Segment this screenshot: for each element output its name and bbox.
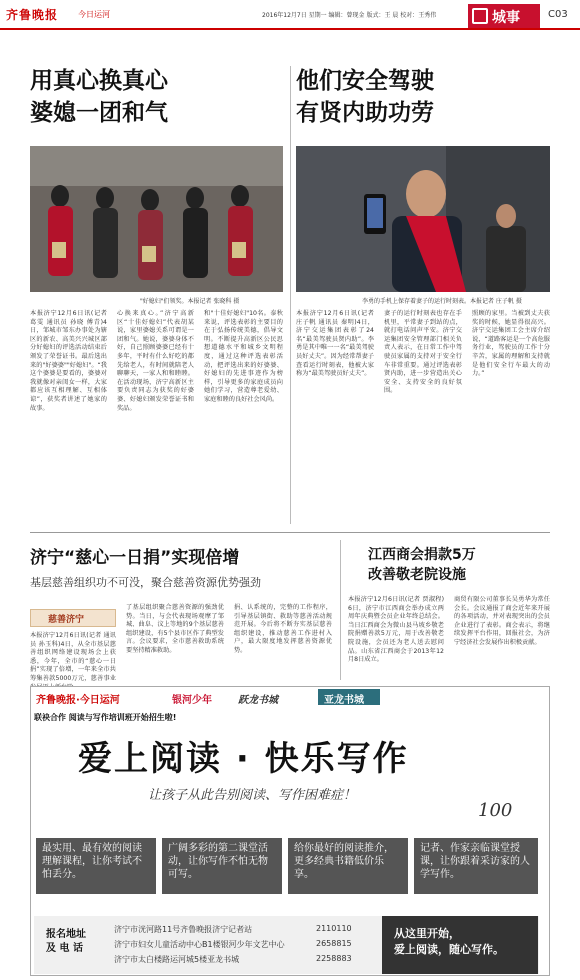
story2-column-2: 妻子的运行时刻表也存在手机里，平常妻子到站的点，就打电话问声平安。济宁交运集团安全管理部门相关负责人表示，在日常工作中驾驶员家属的支持对于安全行车非常重要。通过评选表彰贤内助，进一步营造出关心安全、支持安全的良好氛围。	[384, 310, 462, 395]
award-ceremony-image	[30, 146, 283, 292]
story1-photo	[30, 146, 283, 292]
story2-title-line1: 他们安全驾驶	[296, 68, 434, 94]
story1-column-2: 心换来真心。”济宁高新区“十佳好媳妇”代表胡某说，家里婆媳关系可谓是一团和气。她说，婆婆身体不好，自己照顾婆婆已经有十多年，平时有什么好吃的都先给老人，有时间就陪老人聊聊天，一家人和和睦睦。在活动现场，济宁高新区主要负责同志为获奖的好婆婆、好媳妇颁发荣誉证书和奖品。	[117, 310, 194, 412]
story4-title-line2: 改善敬老院设施	[368, 567, 466, 583]
ad-address-2: 济宁市妇女儿童活动中心B1楼银河少年文艺中心	[114, 940, 285, 949]
issue-meta: 2016年12月7日 星期一 编辑：曾现金 版式：王 晨 校对：王秀伟	[262, 12, 437, 19]
ad-contact-label	[46, 928, 86, 956]
ad-cta-line2: 爱上阅读，随心写作。	[394, 943, 504, 956]
story4-title-line1: 江西商会捐款5万	[368, 547, 476, 563]
ad-phone-2: 2658815	[316, 939, 352, 948]
ad-phone-1: 2110110	[316, 924, 352, 933]
ad-card-2: 广阔多彩的第二课堂活动，让你写作不怕无物可写。	[162, 838, 282, 894]
ad-strip: 联袂合作 阅读与写作培训班开始招生啦!	[34, 713, 177, 722]
ad-phone-3: 2258883	[316, 954, 352, 963]
page-number: C03	[548, 9, 568, 20]
story4-column-2: 商贸有限公司董事长吴勇华为常任会长。会议通报了商会近年来开展的各项活动，并对表现突出的会员企业进行了表彰。商会表示，将继续发挥平台作用，回报社会，为济宁经济社会发展作出积极贡献。	[454, 596, 550, 646]
story1-caption: "好媳妇"们领奖。本报记者 张晓科 摄	[140, 298, 240, 305]
story1-title-line1: 用真心换真心	[30, 68, 168, 94]
ad-logo-galaxy: 银河少年	[172, 695, 212, 706]
driver-with-phone-image	[296, 146, 550, 292]
ad-contact-label-line2: 及 电 话	[46, 943, 83, 954]
story3-column-2: 了基层组织聚合慈善资源的强劲优势。当日，与会代表现场观摩了邹城、曲阜、汶上等地的9个基层慈善组织建设，有5个县市区作了典型发言。会议要求，全市慈善救助系统要坚持精准救助。	[126, 604, 224, 654]
story4-column-1: 本报济宁12月6日讯(记者 贾淑程)6日，济宁市江西商会举办成立两周年庆典暨会员企业年终总结会。当日江西商会为微山县马坡乡敬老院捐赠善款5万元，用于改善敬老院设施，会员还为老人送去慰问品。山东省江西商会于2013年12月8日成立。	[348, 596, 444, 664]
story2-column-1: 本报济宁12月6日讯(记者 庄子帆 通讯员 秦明)4日，济宁交运集团表彰了24名“最美驾驶员贤内助”。李勇是其中唯一一名“最美驾驶员好丈夫”。因为经常帮妻子查看运行时刻表，他被大家称为“最美驾驶员好丈夫”。	[296, 310, 374, 378]
ad-headline: 爱上阅读 · 快乐写作	[78, 739, 409, 779]
ad-card-4: 记者、作家亲临课堂授课，让你跟着采访家的人学写作。	[414, 838, 538, 894]
ad-bookstore-name: 亚龙书城	[324, 695, 364, 706]
section-icon	[472, 8, 488, 24]
ad-slogan: 让孩子从此告别阅读、写作困难症！	[148, 788, 357, 803]
ad-logo-qilu: 齐鲁晚报·今日运河	[36, 695, 120, 706]
story2-caption: 李勇的手机上保存着妻子的运行时刻表。本报记者 庄子帆 摄	[362, 298, 522, 305]
story2-photo	[296, 146, 550, 292]
charity-logo-text: 慈善济宁	[48, 615, 85, 625]
ad-call-to-action	[382, 916, 538, 974]
story1-column-3: 和"十佳好媳妇"10名。泰秋来说，评选表彰的主要目的在于弘扬传统美德，倡导文明。不断提升高新区公民思想道德水平和城乡文明程度，通过这种评选表彰活动，把评选出来的好婆婆、好媳妇的先进事迹作为榜样，引导更多的家庭成员向她们学习，营造尊老爱幼、家庭和睦的良好社会风尚。	[204, 310, 283, 403]
edition-name: 今日运河	[78, 10, 110, 19]
ad-cta-line1: 从这里开始，	[394, 927, 460, 940]
ad-address-1: 济宁市洸河路11号齐鲁晚报济宁记者站	[114, 925, 253, 934]
ad-score: 100	[478, 800, 513, 821]
section-divider	[30, 532, 550, 533]
section-name: 城事	[492, 10, 520, 26]
story2-title-line2: 有贤内助功劳	[296, 100, 434, 126]
newspaper-brand: 齐鲁晚报	[6, 8, 59, 22]
story3-column-1: 本报济宁12月6日讯(记者 通讯员 孙玉科)4日，从全市基层慈善组织网络建设现场会上获悉，今年，全市的“慈心一日捐”实现了倍增，一年来全市共筹集善款5000万元，慈善事业	[30, 632, 116, 682]
story3-title: 济宁“慈心一日捐”实现倍增	[30, 548, 240, 568]
ad-contact-label-line1: 报名地址	[46, 929, 86, 940]
story1-column-1: 本报济宁12月6日讯(记者 葛雯 通讯员 孙晓 傅青)4日，邹城市邹东办事处为辖区的新农、高美兴兴城区部分好媳妇的评选活动结束后颁发了荣誉证书。最后选出来的"好婆婆""好媳妇"。“我这个婆婆是要看的，婆婆对我就像对亲闺女一样，大家都应该互相理解、互相体谅”，获奖者讲述了她家的故事。	[30, 310, 107, 412]
ad-card-3: 给你最好的阅读推介，更多经典书籍低价乐享。	[288, 838, 408, 894]
story1-title-line2: 婆媳一团和气	[30, 100, 168, 126]
story3-subtitle: 基层慈善组织功不可没，聚合慈善资源优势强劲	[30, 576, 261, 589]
column-divider-2	[340, 540, 341, 680]
ad-logo-yuelong: 跃龙书城	[238, 695, 278, 706]
ad-address-3: 济宁市太白楼路运河城5楼亚龙书城	[114, 955, 240, 964]
column-divider	[290, 66, 291, 524]
story2-column-3: 照顾的家里。当被到丈夫获奖的时候，她显得很高兴。济宁交运集团工会主席介绍说，“道路客运是一个高危服务行业，驾驶员的工作十分辛苦，家属的理解和支持就是他们安全行车最大的动力。”	[472, 310, 550, 378]
ad-card-1: 最实用、最有效的阅读理解课程，让你考试不怕丢分。	[36, 838, 156, 894]
story3-column-3: 捐、认系统的，完整的工作程序，引导基层镇街、救助等慈善活动规范开展。今后将不断夯实基层慈善组织建设，推动慈善工作进村入户，最大限度地发挥慈善资源优势。	[234, 604, 332, 654]
